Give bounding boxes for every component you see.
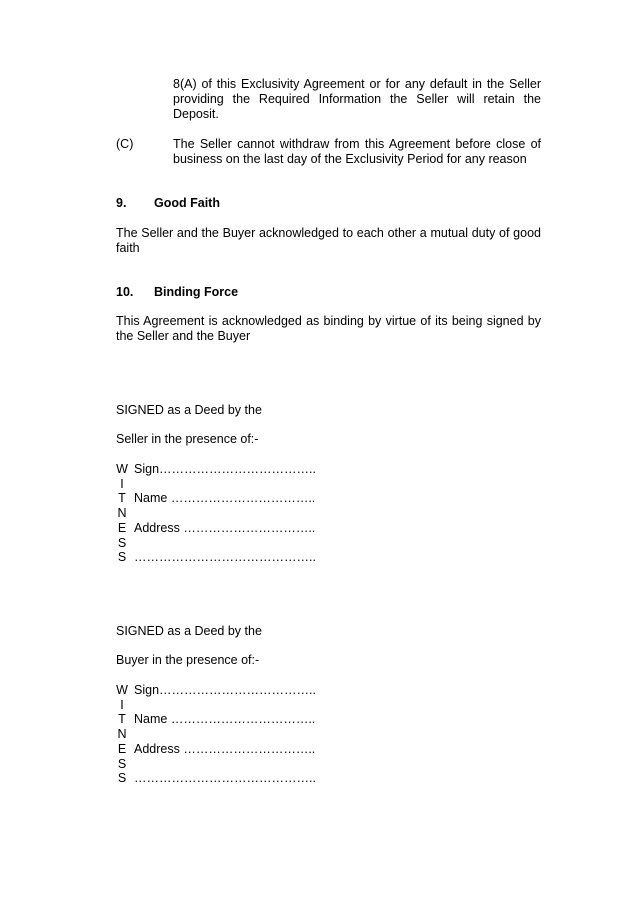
buyer-witness-letter-i: I: [120, 698, 124, 712]
buyer-witness-letter-n: N: [117, 727, 127, 741]
seller-witness-name-field: Name ……………………………..: [134, 491, 316, 505]
section-9-title: Good Faith: [154, 196, 220, 210]
section-10-title: Binding Force: [154, 285, 239, 299]
seller-witness-letter-s1: S: [117, 536, 127, 550]
buyer-witness-name-field: Name ……………………………..: [134, 712, 316, 726]
seller-witness-letter-w: W: [116, 462, 128, 476]
buyer-witness-letter-s2: S: [117, 771, 127, 785]
clause-c-text: The Seller cannot withdraw from this Agreement before close of business on the last day of the Exclusivity Period for any reason: [173, 137, 541, 166]
clause-c-label: (C): [116, 137, 134, 151]
section-9-body: The Seller and the Buyer acknowledged to each other a mutual duty of good faith: [116, 226, 541, 255]
seller-witness-blank-field: ……………………………………..: [134, 550, 316, 564]
buyer-witness-blank-field: ……………………………………..: [134, 771, 316, 785]
seller-signed-line: SIGNED as a Deed by the: [116, 403, 262, 417]
seller-witness-letter-i: I: [120, 477, 124, 491]
section-10-body: This Agreement is acknowledged as binding by virtue of its being signed by the Seller and the Buyer: [116, 314, 541, 343]
seller-presence-line: Seller in the presence of:-: [116, 432, 259, 446]
buyer-witness-letter-w: W: [116, 683, 128, 697]
seller-witness-letter-e: E: [117, 521, 127, 535]
seller-witness-letter-n: N: [117, 506, 127, 520]
buyer-witness-sign-field: Sign………………………………..: [134, 683, 316, 697]
seller-witness-sign-field: Sign………………………………..: [134, 462, 316, 476]
seller-witness-letter-s2: S: [117, 550, 127, 564]
buyer-witness-address-field: Address …………………………..: [134, 742, 316, 756]
section-10-number: 10.: [116, 285, 134, 299]
buyer-witness-letter-e: E: [117, 742, 127, 756]
seller-witness-letter-t: T: [118, 491, 126, 505]
buyer-witness-letter-t: T: [118, 712, 126, 726]
buyer-witness-letter-s1: S: [117, 757, 127, 771]
buyer-signed-line: SIGNED as a Deed by the: [116, 624, 262, 638]
seller-witness-address-field: Address …………………………..: [134, 521, 316, 535]
clause-8-continuation: 8(A) of this Exclusivity Agreement or for any default in the Seller providing the Required Information the Seller will retain the Deposit.: [173, 77, 541, 121]
section-9-number: 9.: [116, 196, 127, 210]
buyer-presence-line: Buyer in the presence of:-: [116, 653, 260, 667]
